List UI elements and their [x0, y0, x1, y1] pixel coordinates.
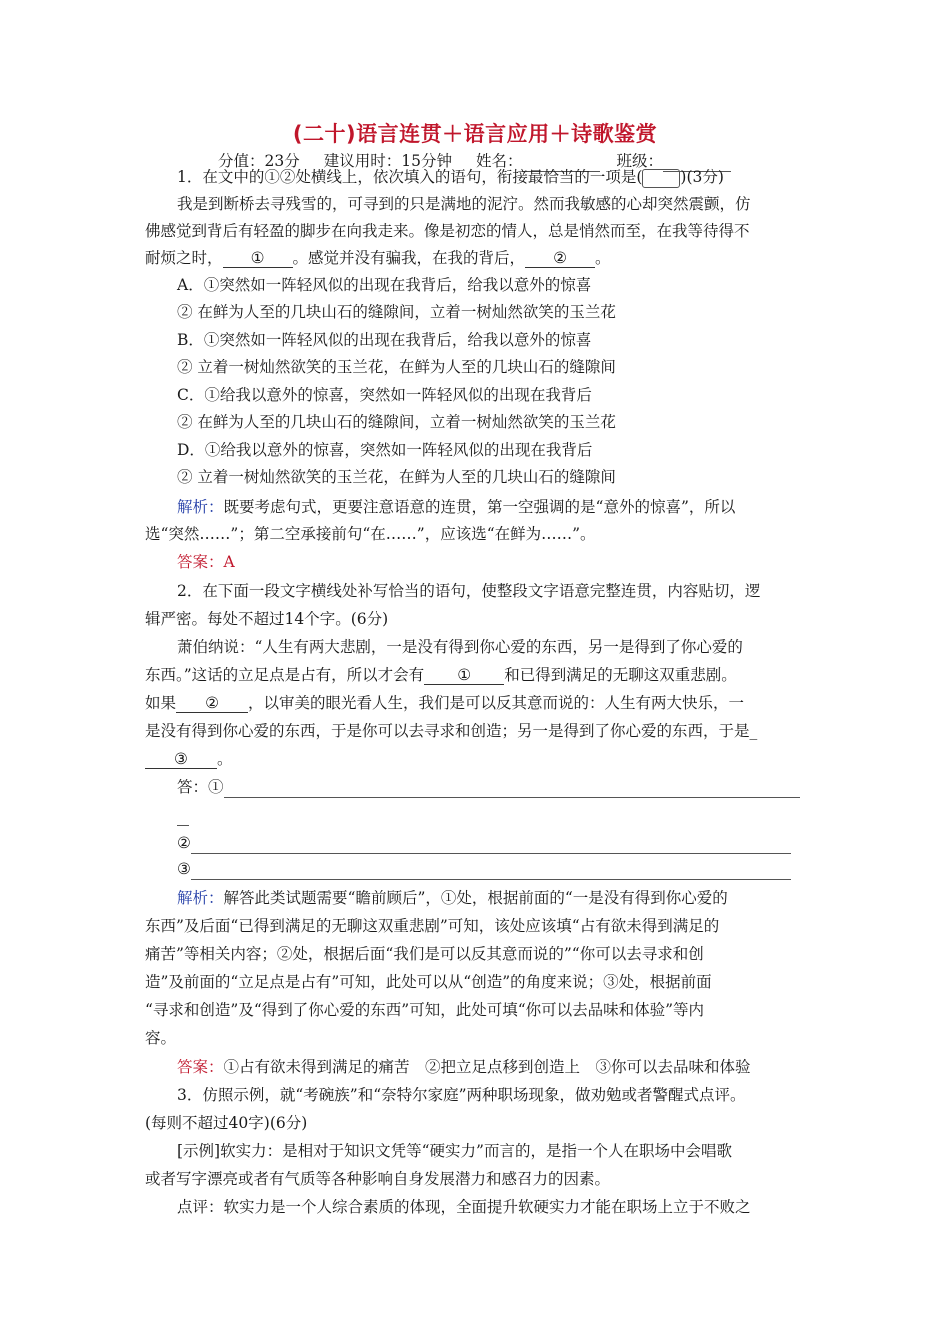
- q2-analysis-cont: 东西”及后面“已得到满足的无聊这双重悲剧”可知，该处应该填“占有欲未得到满足的: [145, 917, 720, 935]
- q1-blank-2: ②: [525, 249, 595, 268]
- q2-passage-line: ③ 。: [145, 748, 810, 770]
- option-b-1: B．①突然如一阵轻风似的出现在我背后，给我以意外的惊喜: [177, 331, 592, 349]
- answer-field-1-cont: [177, 804, 810, 826]
- q3-example: [示例]软实力：是相对于知识文凭等“硬实力”而言的，是指一个人在职场中会唱歌: [177, 1142, 732, 1160]
- option-c-1: C．①给我以意外的惊喜，突然如一阵轻风似的出现在我背后: [177, 386, 592, 404]
- analysis-label: 解析：: [177, 889, 224, 907]
- q2-analysis-cont: “寻求和创造”及“得到了你心爱的东西”可知，此处可填“你可以去品味和体验”等内: [145, 1001, 705, 1019]
- q2-analysis: 解析：解答此类试题需要“瞻前顾后”，①处，根据前面的“一是没有得到你心爱的: [177, 889, 728, 907]
- q1-passage-line: 我是到断桥去寻残雪的，可寻到的只是满地的泥泞。然而我敏感的心却突然震颤，仿: [177, 195, 751, 213]
- q1-analysis: 解析：既要考虑句式，更要注意语意的连贯，第一空强调的是“意外的惊喜”，所以: [177, 498, 736, 516]
- option-d-1: D．①给我以意外的惊喜，突然如一阵轻风似的出现在我背后: [177, 441, 593, 459]
- q2-answer-line-1: 答：①: [177, 776, 810, 798]
- q3-comment: 点评：软实力是一个人综合素质的体现，全面提升软硬实力才能在职场上立于不败之: [177, 1198, 751, 1216]
- answer-label: 答案：: [177, 1058, 224, 1076]
- q1-passage-line: 佛感觉到背后有轻盈的脚步在向我走来。像是初恋的情人，总是悄然而至，在我等待得不: [145, 222, 750, 240]
- q2-analysis-cont: 造”及前面的“立足点是占有”可知，此处可以从“创造”的角度来说；③处，根据前面: [145, 973, 712, 991]
- q3-example-cont: 或者写字漂亮或者有气质等各种影响自身发展潜力和感召力的因素。: [145, 1170, 611, 1188]
- q1-passage-line: 耐烦之时， ① 。感觉并没有骗我，在我的背后， ② 。: [145, 249, 611, 267]
- q2-passage-line: 是没有得到你心爱的东西，于是你可以去寻求和创造；另一是得到了你心爱的东西，于是_: [145, 722, 758, 740]
- q2-stem: 2．在下面一段文字横线处补写恰当的语句，使整段文字语意完整连贯，内容贴切，逻: [177, 582, 761, 600]
- q2-answer-line-2: ②: [177, 832, 810, 854]
- q2-passage-line: 东西。”这话的立足点是占有，所以才会有 ① 和已得到满足的无聊这双重悲剧。: [145, 666, 737, 684]
- analysis-label: 解析：: [177, 498, 224, 516]
- option-a-2: ② 在鲜为人至的几块山石的缝隙间，立着一树灿然欲笑的玉兰花: [177, 303, 616, 321]
- class-label: 班级：: [616, 152, 663, 170]
- q3-stem: 3．仿照示例，就“考碗族”和“奈特尔家庭”两种职场现象，做劝勉或者警醒式点评。: [177, 1086, 746, 1104]
- answer-field-1[interactable]: [224, 781, 800, 798]
- q2-passage-line: 萧伯纳说：“人生有两大悲剧，一是没有得到你心爱的东西，另一是得到了你心爱的: [177, 638, 743, 656]
- option-d-2: ② 立着一树灿然欲笑的玉兰花，在鲜为人至的几块山石的缝隙间: [177, 468, 616, 486]
- answer-field-3[interactable]: [191, 863, 791, 880]
- q2-blank-3: ③: [145, 750, 217, 769]
- answer-field-2[interactable]: [191, 837, 791, 854]
- q1-blank-1: ①: [223, 249, 293, 268]
- answer-paren[interactable]: [642, 169, 680, 188]
- q2-answer: 答案：①占有欲未得到满足的痛苦 ②把立足点移到创造上 ③你可以去品味和体验: [177, 1058, 751, 1076]
- q2-stem-cont: 辑严密。每处不超过14个字。(6分): [145, 610, 389, 628]
- q2-analysis-cont: 痛苦”等相关内容；②处，根据后面“我们是可以反其意而说的”“你可以去寻求和创: [145, 945, 704, 963]
- q2-answer-line-3: ③: [177, 858, 810, 880]
- option-a-1: A．①突然如一阵轻风似的出现在我背后，给我以意外的惊喜: [177, 276, 592, 294]
- q2-blank-2: ②: [176, 694, 248, 713]
- q2-blank-1: ①: [424, 666, 504, 685]
- q1-stem: 1．在文中的①②处横线上，依次填入的语句，衔接最恰当的一项是( )(3分): [177, 168, 724, 186]
- q2-passage-line: 如果 ② ，以审美的眼光看人生，我们是可以反其意而说的：人生有两大快乐，一: [145, 694, 745, 712]
- q3-stem-cont: (每则不超过40字)(6分): [145, 1114, 308, 1132]
- option-c-2: ② 在鲜为人至的几块山石的缝隙间，立着一树灿然欲笑的玉兰花: [177, 413, 616, 431]
- q1-answer: 答案：A: [177, 553, 235, 571]
- time-label: 建议用时：15分钟: [323, 152, 452, 170]
- name-label: 姓名：: [475, 152, 523, 170]
- score-label: 分值：23分: [218, 152, 300, 170]
- answer-label: 答案：: [177, 553, 224, 571]
- q1-analysis-cont: 选“突然……”；第二空承接前句“在……”，应该选“在鲜为……”。: [145, 525, 596, 543]
- q2-analysis-cont: 容。: [145, 1029, 177, 1047]
- option-b-2: ② 立着一树灿然欲笑的玉兰花，在鲜为人至的几块山石的缝隙间: [177, 358, 616, 376]
- page-title: (二十)语言连贯＋语言应用＋诗歌鉴赏: [292, 122, 658, 146]
